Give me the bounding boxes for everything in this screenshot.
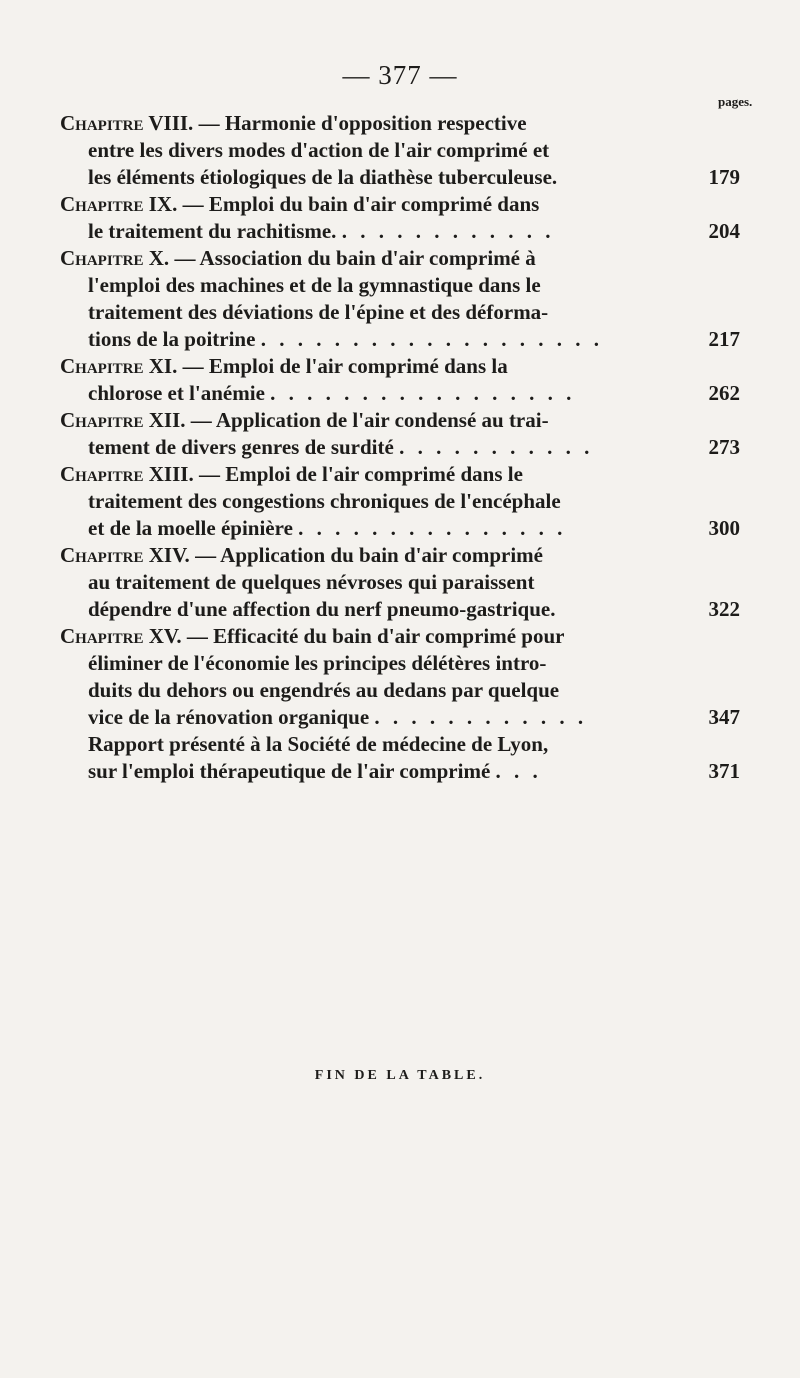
toc-entry — [60, 731, 740, 785]
toc-line — [60, 326, 740, 353]
toc-line — [60, 353, 740, 380]
toc-line — [60, 731, 740, 758]
entry-text: éliminer de l'économie les principes délétères intro- — [88, 651, 547, 675]
toc-line — [60, 515, 740, 542]
entry-text: — Application de l'air condensé au trai- — [190, 408, 549, 432]
table-of-contents — [60, 110, 740, 785]
toc-line — [60, 137, 740, 164]
entry-text: vice de la rénovation organique — [88, 705, 370, 729]
entry-text: dépendre d'une affection du nerf pneumo-gastrique. — [88, 597, 556, 621]
leader-dots: . . . . . . . . . . . — [399, 435, 594, 459]
chapter-label: Chapitre VIII. — [60, 111, 194, 135]
entry-text: — Association du bain d'air comprimé à — [174, 246, 536, 270]
chapter-label: Chapitre XI. — [60, 354, 178, 378]
entry-text: au traitement de quelques névroses qui paraissent — [88, 570, 535, 594]
page-ref: 262 — [708, 381, 740, 405]
toc-line — [60, 434, 740, 461]
toc-entry — [60, 110, 740, 191]
chapter-label: Chapitre X. — [60, 246, 170, 270]
leader-dots: . . . . . . . . . . . . — [374, 705, 588, 729]
toc-line — [60, 461, 740, 488]
toc-line — [60, 677, 740, 704]
toc-entry — [60, 245, 740, 353]
toc-entry — [60, 461, 740, 542]
entry-text: le traitement du rachitisme. — [88, 219, 337, 243]
toc-entry — [60, 353, 740, 407]
toc-line — [60, 245, 740, 272]
entry-text: — Emploi de l'air comprimé dans le — [198, 462, 523, 486]
end-of-table: FIN DE LA TABLE. — [314, 1068, 486, 1083]
entry-text: duits du dehors ou engendrés au dedans par quelque — [88, 678, 560, 702]
page-ref: 217 — [708, 327, 740, 351]
page-ref: 371 — [708, 759, 740, 783]
page-ref: 204 — [708, 219, 740, 243]
toc-line — [60, 272, 740, 299]
leader-dots: . . . . . . . . . . . . . . . . . . . — [260, 327, 603, 351]
toc-line — [60, 542, 740, 569]
toc-line — [60, 569, 740, 596]
toc-line — [60, 299, 740, 326]
page-ref: 347 — [708, 705, 740, 729]
entry-text: l'emploi des machines et de la gymnastique dans le — [88, 273, 541, 297]
entry-text: traitement des déviations de l'épine et des déforma- — [88, 300, 549, 324]
toc-entry — [60, 542, 740, 623]
entry-text: Rapport présenté à la Société de médecine de Lyon, — [88, 732, 549, 756]
toc-line — [60, 191, 740, 218]
entry-text: — Harmonie d'opposition respective — [198, 111, 527, 135]
toc-line — [60, 650, 740, 677]
chapter-label: Chapitre XV. — [60, 624, 182, 648]
toc-entry — [60, 191, 740, 245]
toc-line — [60, 623, 740, 650]
entry-text: — Emploi de l'air comprimé dans la — [182, 354, 508, 378]
toc-line — [60, 380, 740, 407]
entry-text: sur l'emploi thérapeutique de l'air comprimé — [88, 759, 491, 783]
entry-text: — Application du bain d'air comprimé — [195, 543, 543, 567]
chapter-label: Chapitre XII. — [60, 408, 186, 432]
entry-text: et de la moelle épinière — [88, 516, 293, 540]
leader-dots: . . . . . . . . . . . . . . . — [298, 516, 567, 540]
entry-text: entre les divers modes d'action de l'air comprimé et — [88, 138, 550, 162]
leader-dots: . . . — [495, 759, 542, 783]
entry-text: — Efficacité du bain d'air comprimé pour — [186, 624, 565, 648]
toc-line — [60, 596, 740, 623]
chapter-label: Chapitre XIII. — [60, 462, 194, 486]
page-ref: 273 — [708, 435, 740, 459]
page-ref: 300 — [708, 516, 740, 540]
leader-dots: . . . . . . . . . . . . . . . . . — [270, 381, 576, 405]
toc-line — [60, 218, 740, 245]
toc-entry — [60, 623, 740, 731]
page-ref: 179 — [708, 165, 740, 189]
page-ref: 322 — [708, 597, 740, 621]
chapter-label: Chapitre IX. — [60, 192, 178, 216]
toc-line — [60, 110, 740, 137]
leader-dots: . . . . . . . . . . . . — [341, 219, 555, 243]
entry-text: traitement des congestions chroniques de l'encéphale — [88, 489, 561, 513]
toc-entry — [60, 407, 740, 461]
toc-line — [60, 758, 740, 785]
toc-line — [60, 488, 740, 515]
entry-text: tement de divers genres de surdité — [88, 435, 394, 459]
entry-text: tions de la poitrine — [88, 327, 256, 351]
entry-text: les éléments étiologiques de la diathèse tuberculeuse. — [88, 165, 558, 189]
toc-line — [60, 407, 740, 434]
chapter-label: Chapitre XIV. — [60, 543, 190, 567]
pages-column-label: pages. — [718, 94, 753, 109]
toc-line — [60, 164, 740, 191]
entry-text: — Emploi du bain d'air comprimé dans — [182, 192, 540, 216]
page-number: — 377 — — [342, 60, 458, 90]
entry-text: chlorose et l'anémie — [88, 381, 265, 405]
toc-line — [60, 704, 740, 731]
